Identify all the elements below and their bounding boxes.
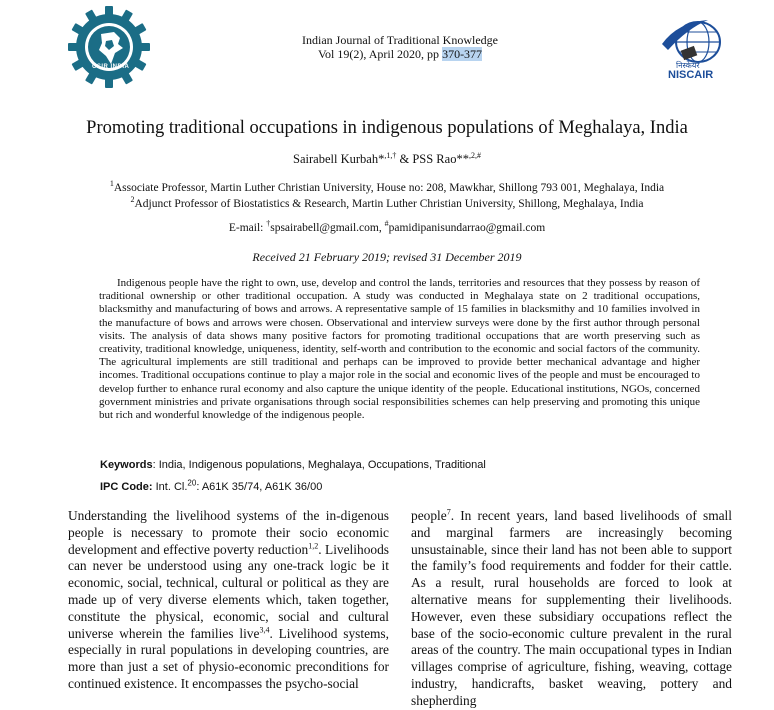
niscair-logo — [658, 14, 734, 84]
ipc-sup: 20 — [187, 478, 197, 488]
niscair-hindi-text: निस्केयर — [676, 61, 700, 70]
body-column-left — [68, 508, 389, 693]
citation-7: 7 — [446, 507, 451, 517]
received-dates: Received 21 February 2019; revised 31 December 2019 — [252, 250, 522, 264]
affiliation-1-text: Associate Professor, Martin Luther Christian University, House no: 208, Mawkhar, Shillong 793 001, Meghalaya, India — [113, 182, 665, 194]
email-2[interactable]: pamidipanisundarrao@gmail.com — [388, 222, 546, 234]
author-2-sup: ,2,# — [468, 150, 481, 160]
keywords — [100, 459, 710, 471]
keywords-text: : India, Indigenous populations, Meghalaya, Occupations, Traditional — [152, 459, 486, 471]
body-column-right — [411, 508, 732, 710]
globe-icon — [658, 14, 734, 66]
email-separator: , — [378, 222, 385, 234]
affiliation-2-sup: 2 — [130, 195, 135, 205]
page-range: 370-377 — [442, 47, 483, 61]
affiliation-2-text: Adjunct Professor of Biostatistics & Research, Martin Luther Christian University, Shillong, Meghalaya, India — [134, 198, 644, 210]
affiliation-1-sup: 1 — [109, 179, 114, 189]
body-right-part-1: people — [411, 508, 447, 523]
citation-1-2: 1,2 — [308, 541, 319, 551]
affiliation-1 — [0, 180, 774, 196]
email-1-sup: † — [266, 219, 271, 229]
citation-3-4: 3,4 — [259, 625, 270, 635]
body-left-part-2: . Livelihoods can never be understood using any one-track logic be it economic, social, technical, cultural or political as they are made up of very diverse elements which, taken together, constitute the physical, economic, social and cultural universe wherein the families live — [68, 541, 389, 641]
author-separator: & — [396, 152, 413, 166]
journal-name: Indian Journal of Traditional Knowledge — [302, 33, 498, 47]
email-1[interactable]: spsairabell@gmail.com — [270, 222, 379, 234]
email-label: E-mail: — [228, 222, 267, 234]
affiliation-2 — [0, 196, 774, 212]
author-1-sup: ,1,† — [384, 150, 397, 160]
volume-prefix: Vol 19(2), April 2020, pp — [317, 47, 443, 61]
email-2-sup: # — [384, 219, 389, 229]
journal-volume — [230, 47, 570, 61]
abstract: Indigenous people have the right to own, use, develop and control the lands, territories and resources that they possess by reason of traditional ownership or other traditional occupation. A study was conducted in Meghalaya state on 2 traditional occupations, blacksmithy and manufacturing of bows and arrows. A representative sample of 15 families in blacksmithy and 10 families involved in the manufacture of bows and arrows were chosen. Observational and interview surveys were done by the first author through personal visits. The analysis of data shows many positive factors for promoting traditional occupations that are worth preserving such as creativity, traditional knowledge, uniqueness, identity, self-worth and contribution to the economic and social factors of the community. The agricultural implements are still traditional and perhaps can be improved to provide better mechanical advantage and higher incomes. Traditional occupations continue to play a major role in the social and economic lives of the people and must be encouraged to develop further to enhance rural economy and also capture the unique identity of the people. Educational institutions, NGOs, concerned government ministries and private organisations through social responsibilities schemes can help preserving and promoting this unique but rich and wonderful knowledge of the indigenous people. — [99, 277, 700, 422]
emails — [0, 219, 774, 234]
niscair-text: NISCAIR — [668, 69, 714, 81]
author-1: Sairabell Kurbah* — [293, 152, 385, 166]
csir-logo-text: CSIR INDIA — [92, 64, 130, 70]
affiliations — [0, 180, 774, 212]
ipc-label: IPC Code: — [100, 481, 153, 493]
journal-header — [230, 33, 570, 61]
ipc-prefix: Int. Cl. — [152, 481, 188, 493]
gear-icon — [68, 6, 150, 88]
body-right-part-2: . In recent years, land based livelihoods of small and marginal farmers are increasingly becoming unsustainable, since their land has not been able to support the family’s food requirements and fodder for their cattle. As a result, rural households are forced to look at alternative means for supplementing their livelihoods. However, even these subsidiary occupations reflect the base of the socio-economic culture prevalent in the rural areas of the country. The main occupational types in Indian villages comprise of agriculture, fishing, weaving, cottage industry, handicrafts, basket weaving, pottery and shepherding — [411, 508, 732, 708]
paper-title: Promoting traditional occupations in indigenous populations of Meghalaya, India — [86, 118, 688, 138]
body-left-part-1: Understanding the livelihood systems of the in-digenous people is necessary to promote their socio economic development and effective poverty reduction — [68, 508, 389, 557]
ipc-text: : A61K 35/74, A61K 36/00 — [196, 481, 323, 493]
keywords-label: Keywords — [100, 459, 153, 471]
ipc-code — [100, 478, 710, 493]
csir-logo — [68, 6, 150, 88]
author-2: PSS Rao** — [412, 152, 469, 166]
body-left-part-3: . Livelihood systems, especially in rural populations in developing countries, are more than just a set of physio-economic preconditions for continued existence. It encompasses the psycho-social — [68, 625, 389, 691]
authors — [0, 152, 774, 167]
